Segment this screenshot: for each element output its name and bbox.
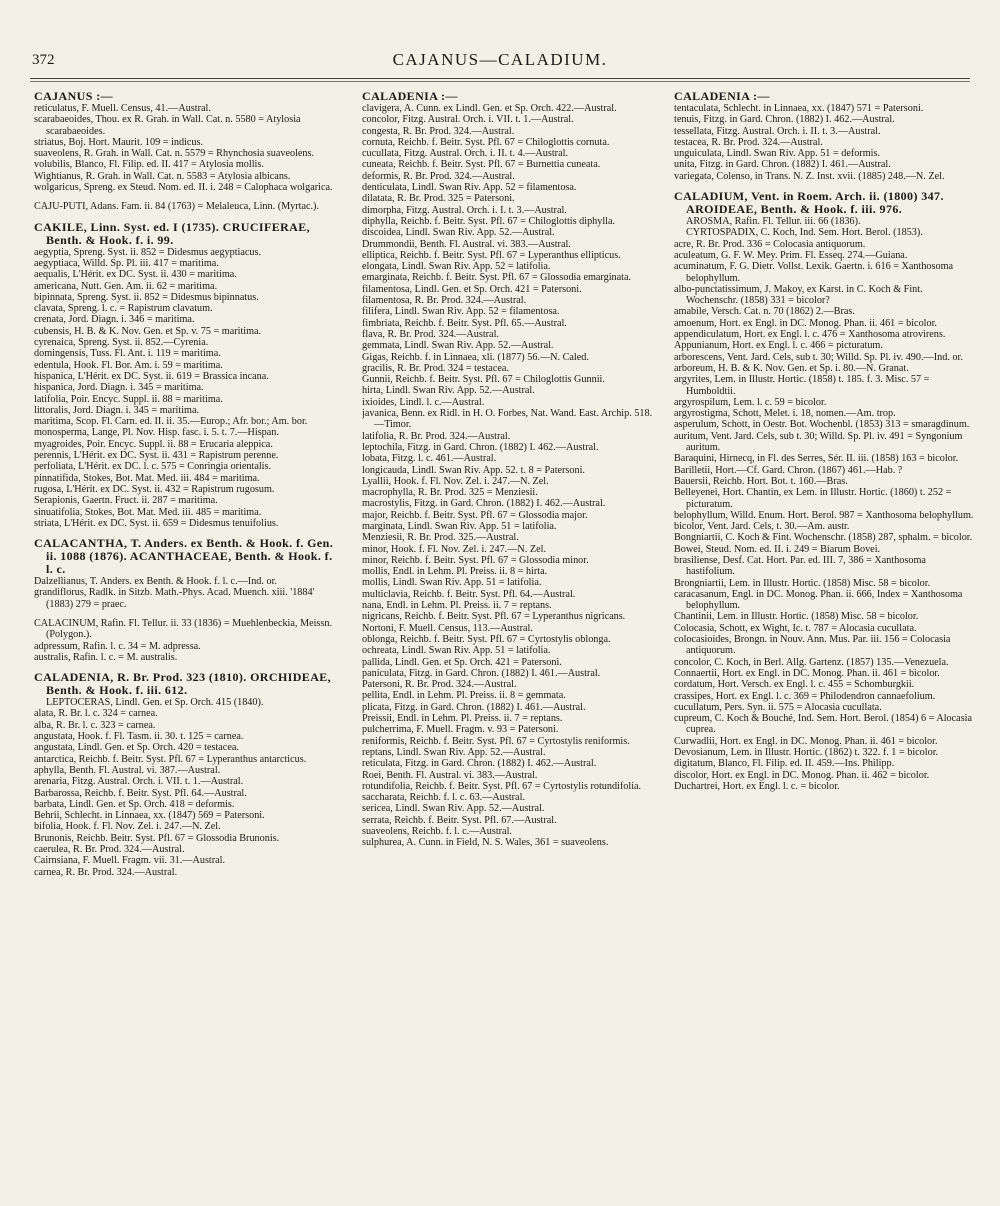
species-entry: variegata, Colenso, in Trans. N. Z. Inst. xvii. (1885) 248.—N. Zel. bbox=[674, 170, 945, 182]
entry-list bbox=[34, 708, 334, 877]
species-entry: asperulum, Schott, in Oestr. Bot. Wochenbl. (1853) 313 = smaragdinum. bbox=[674, 419, 970, 431]
species-entry: digitatum, Blanco, Fl. Filip. ed. II. 459.—Ins. Philipp. bbox=[674, 758, 895, 770]
species-entry: carnea, R. Br. Prod. 324.—Austral. bbox=[34, 866, 178, 878]
species-entry: Colocasia, Schott, ex Wight, Ic. t. 787 = Alocasia cucullata. bbox=[674, 622, 917, 634]
species-entry: tenuis, Fitzg. in Gard. Chron. (1882) I. 462.—Austral. bbox=[674, 114, 895, 126]
species-entry: testacea, R. Br. Prod. 324.—Austral. bbox=[674, 136, 823, 148]
synonym-genus: LEPTOCERAS, Lindl. Gen. et Sp. Orch. 415 (1840). bbox=[46, 697, 264, 709]
species-entry: concolor, C. Koch, in Berl. Allg. Gartenz. (1857) 135.—Venezuela. bbox=[674, 656, 949, 668]
species-entry: reticulatus, F. Muell. Census, 41.—Austral. bbox=[34, 103, 211, 114]
column-2 bbox=[362, 90, 662, 1180]
species-entry: Curwadlii, Hort. ex Engl. in DC. Monog. Phan. ii. 461 = bicolor. bbox=[674, 735, 938, 747]
species-entry: Serapionis, Gaertn. Fruct. ii. 287 = maritima. bbox=[34, 495, 218, 507]
species-entry: Patersoni, R. Br. Prod. 324.—Austral. bbox=[362, 679, 517, 691]
species-entry: crassipes, Hort. ex Engl. l. c. 369 = Philodendron cannaefolium. bbox=[674, 690, 936, 702]
species-entry: cornuta, Reichb. f. Beitr. Syst. Pfl. 67 = Chiloglottis cornuta. bbox=[362, 136, 610, 148]
species-entry: Barilletii, Hort.—Cf. Gard. Chron. (1867) 461.—Hab. ? bbox=[674, 464, 903, 476]
species-entry: mollis, Lindl. Swan Riv. App. 51 = latifolia. bbox=[362, 577, 542, 589]
species-entry: Menziesii, R. Br. Prod. 325.—Austral. bbox=[362, 532, 519, 544]
species-entry: elliptica, Reichb. f. Beitr. Syst. Pfl. 67 = Lyperanthus ellipticus. bbox=[362, 249, 621, 261]
species-entry: striata, L'Hérit. ex DC. Syst. ii. 659 = Didesmus tenuifolius. bbox=[34, 517, 279, 529]
species-entry: Preissii, Endl. in Lehm. Pl. Preiss. ii. 7 = reptans. bbox=[362, 713, 563, 725]
species-entry: littoralis, Jord. Diagn. i. 345 = maritima. bbox=[34, 404, 200, 416]
species-entry: suaveolens, R. Grah. in Wall. Cat. n. 5579 = Rhynchosia suaveolens. bbox=[34, 148, 315, 160]
species-entry: cubensis, H. B. & K. Nov. Gen. et Sp. v. 75 = maritima. bbox=[34, 325, 262, 337]
species-entry: clavata, Spreng. l. c. = Rapistrum clavatum. bbox=[34, 303, 213, 315]
species-entry: reticulata, Fitzg. in Gard. Chron. (1882) I. 462.—Austral. bbox=[362, 758, 597, 770]
species-entry: perfoliata, L'Hérit. ex DC. l. c. 575 = Conringia orientalis. bbox=[34, 461, 272, 473]
species-entry: Behrii, Schlecht. in Linnaea, xx. (1847) 569 = Patersoni. bbox=[34, 810, 265, 822]
genus-heading: CALADENIA :— bbox=[674, 90, 770, 103]
entry-list bbox=[34, 247, 334, 529]
species-entry: hirta, Lindl. Swan Riv. App. 52.—Austral. bbox=[362, 385, 535, 397]
species-entry: longicauda, Lindl. Swan Riv. App. 52. t. 8 = Patersoni. bbox=[362, 464, 585, 476]
species-entry: aculeatum, G. F. W. Mey. Prim. Fl. Esseq. 274.—Guiana. bbox=[674, 249, 908, 261]
species-entry: suaveolens, Reichb. f. l. c.—Austral. bbox=[362, 826, 512, 837]
species-entry: adpressum, Rafin. l. c. 34 = M. adpressa. bbox=[34, 640, 201, 652]
species-entry: Devosianum, Lem. in Illustr. Hortic. (1862) t. 322. f. 1 = bicolor. bbox=[674, 747, 939, 759]
species-entry: Brunonis, Reichb. Beitr. Syst. Pfl. 67 = Glossodia Brunonis. bbox=[34, 832, 280, 844]
species-entry: grandiflorus, Radlk. in Sitzb. Math.-Phys. Acad. Muench. xiii. '1884' (1883) 279 = praec. bbox=[34, 587, 315, 610]
species-entry: nana, Endl. in Lehm. Pl. Preiss. ii. 7 = reptans. bbox=[362, 600, 552, 612]
species-entry: barbata, Lindl. Gen. et Sp. Orch. 418 = deformis. bbox=[34, 798, 235, 810]
column-3 bbox=[674, 90, 974, 1180]
species-entry: acuminatum, F. G. Dietr. Vollst. Lexik. Gaertn. i. 616 = Xanthosoma belophyllum. bbox=[674, 261, 954, 284]
genus-heading: CAKILE, Linn. Syst. ed. I (1735). CRUCIFERAE, Benth. & Hook. f. i. 99. bbox=[34, 219, 311, 247]
species-entry: macrophylla, R. Br. Prod. 325 = Menziesii. bbox=[362, 487, 538, 499]
species-entry: pulcherrima, F. Muell. Fragm. v. 93 = Patersoni. bbox=[362, 724, 559, 736]
species-entry: alata, R. Br. l. c. 324 = carnea. bbox=[34, 708, 158, 720]
species-entry: deformis, R. Br. Prod. 324.—Austral. bbox=[362, 170, 515, 182]
species-entry: acre, R. Br. Prod. 336 = Colocasia antiquorum. bbox=[674, 238, 866, 250]
species-entry: minor, Hook. f. Fl. Nov. Zel. i. 247.—N. Zel. bbox=[362, 543, 546, 555]
species-entry: Gunnii, Reichb. f. Beitr. Syst. Pfl. 67 = Chiloglottis Gunnii. bbox=[362, 374, 605, 386]
species-entry: caracasanum, Engl. in DC. Monog. Phan. ii. 666, Index = Xanthosoma belophyllum. bbox=[674, 588, 963, 612]
species-entry: denticulata, Lindl. Swan Riv. App. 52 = filamentosa. bbox=[362, 182, 577, 194]
species-entry: edentula, Hook. Fl. Bor. Am. i. 59 = maritima. bbox=[34, 359, 223, 371]
species-entry: crenata, Jord. Diagn. i. 346 = maritima. bbox=[34, 314, 195, 326]
species-entry: belophyllum, Willd. Enum. Hort. Berol. 987 = Xanthosoma belophyllum. bbox=[674, 509, 974, 521]
species-entry: argyrostigma, Schott, Melet. i. 18, nomen.—Am. trop. bbox=[674, 408, 896, 420]
synonym-genus: AROSMA, Rafin. Fl. Tellur. iii. 66 (1836). bbox=[686, 216, 861, 228]
species-entry: unita, Fitzg. in Gard. Chron. (1882) I. 461.—Austral. bbox=[674, 159, 891, 171]
species-entry: amabile, Versch. Cat. n. 70 (1862) 2.—Bras. bbox=[674, 306, 855, 318]
species-entry: latifolia, R. Br. Prod. 324.—Austral. bbox=[362, 430, 511, 442]
species-entry: flava, R. Br. Prod. 324.—Austral. bbox=[362, 328, 499, 340]
species-entry: caerulea, R. Br. Prod. 324.—Austral. bbox=[34, 844, 185, 856]
species-entry: gemmata, Lindl. Swan Riv. App. 52.—Austral. bbox=[362, 340, 554, 352]
header-rule bbox=[30, 78, 970, 79]
running-head: CAJANUS—CALADIUM. bbox=[392, 50, 608, 69]
page-number: 372 bbox=[32, 52, 55, 68]
species-entry: striatus, Boj. Hort. Maurit. 109 = indicus. bbox=[34, 136, 204, 148]
species-entry: Drummondii, Benth. Fl. Austral. vi. 383.—Austral. bbox=[362, 238, 571, 250]
species-entry: Bauersii, Reichb. Hort. Bot. t. 160.—Bras. bbox=[674, 475, 848, 487]
species-entry: Bowei, Steud. Nom. ed. II. i. 249 = Biarum Bovei. bbox=[674, 543, 881, 555]
species-entry: sinuatifolia, Stokes, Bot. Mat. Med. iii. 485 = maritima. bbox=[34, 506, 262, 518]
species-entry: arboreum, H. B. & K. Nov. Gen. et Sp. i. 80.—N. Granat. bbox=[674, 362, 909, 374]
species-entry: elongata, Lindl. Swan Riv. App. 52 = latifolia. bbox=[362, 261, 551, 273]
species-entry: multiclavia, Reichb. f. Beitr. Syst. Pfl. 64.—Austral. bbox=[362, 588, 576, 600]
species-entry: aegyptia, Spreng. Syst. ii. 852 = Didesmus aegyptiacus. bbox=[34, 246, 262, 258]
column-1 bbox=[34, 90, 334, 1180]
species-entry: Lyallii, Hook. f. Fl. Nov. Zel. i. 247.—N. Zel. bbox=[362, 475, 549, 487]
species-entry: tentaculata, Schlecht. in Linnaea, xx. (1847) 571 = Patersoni. bbox=[674, 103, 924, 114]
species-entry: angustata, Lindl. Gen. et Sp. Orch. 420 = testacea. bbox=[34, 742, 239, 754]
species-entry: Appunianum, Hort. ex Engl. l. c. 466 = picturatum. bbox=[674, 340, 883, 352]
species-entry: pinnatifida, Stokes, Bot. Mat. Med. iii. 484 = maritima. bbox=[34, 472, 260, 484]
species-entry: ochreata, Lindl. Swan Riv. App. 51 = latifolia. bbox=[362, 645, 551, 657]
species-entry: scarabaeoides, Thou. ex R. Grah. in Wall. Cat. n. 5580 = Atylosia scarabaeoides. bbox=[34, 114, 301, 137]
species-entry: albo-punctatissimum, J. Makoy, ex Karst. in C. Koch & Fint. Wochenschr. (1858) 331 = bicolor? bbox=[674, 283, 923, 307]
species-entry: Duchartrei, Hort. ex Engl. l. c. = bicolor. bbox=[674, 780, 840, 792]
species-entry: appendiculatum, Hort. ex Engl. l. c. 476 = Xanthosoma atrovirens. bbox=[674, 329, 946, 341]
species-entry: antarctica, Reichb. f. Beitr. Syst. Pfl. 67 = Lyperanthus antarcticus. bbox=[34, 753, 307, 765]
species-entry: nigricans, Reichb. f. Beitr. Syst. Pfl. 67 = Lyperanthus nigricans. bbox=[362, 611, 626, 623]
species-entry: fimbriata, Reichb. f. Beitr. Syst. Pfl. 65.—Austral. bbox=[362, 317, 567, 329]
species-entry: discolor, Hort. ex Engl. in DC. Monog. Phan. ii. 462 = bicolor. bbox=[674, 769, 930, 781]
species-entry: Bongniartii, C. Koch & Fint. Wochenschr. (1858) 287, sphalm. = bicolor. bbox=[674, 532, 973, 544]
species-entry: leptochila, Fitzg. in Gard. Chron. (1882) I. 462.—Austral. bbox=[362, 441, 599, 453]
species-entry: pallida, Lindl. Gen. et Sp. Orch. 421 = Patersoni. bbox=[362, 656, 562, 668]
genus-heading: CALACANTHA, T. Anders. ex Benth. & Hook. f. Gen. ii. 1088 (1876). ACANTHACEAE, Benth. & Hook. f. l. c. bbox=[34, 536, 334, 577]
species-entry: Belleyenei, Hort. Chantin, ex Lem. in Illustr. Hortic. (1860) t. 252 = picturatum. bbox=[674, 487, 952, 510]
species-entry: emarginata, Reichb. f. Beitr. Syst. Pfl. 67 = Glossodia emarginata. bbox=[362, 272, 632, 284]
species-entry: rotundifolia, Reichb. f. Beitr. Syst. Pfl. 67 = Cyrtostylis rotundifolia. bbox=[362, 780, 642, 792]
species-entry: Nortoni, F. Muell. Census, 113.—Austral. bbox=[362, 622, 533, 634]
species-entry: paniculata, Fitzg. in Gard. Chron. (1882) I. 461.—Austral. bbox=[362, 667, 601, 679]
species-entry: filamentosa, R. Br. Prod. 324.—Austral. bbox=[362, 295, 527, 307]
header-rule-2 bbox=[30, 81, 970, 82]
species-entry: macrostylis, Fitzg. in Gard. Chron. (1882) I. 462.—Austral. bbox=[362, 498, 606, 510]
species-entry: Chantinii, Lem. in Illustr. Hortic. (1858) Misc. 58 = bicolor. bbox=[674, 611, 919, 623]
species-entry: bipinnata, Spreng. Syst. ii. 852 = Didesmus bipinnatus. bbox=[34, 291, 259, 303]
species-entry: congesta, R. Br. Prod. 324.—Austral. bbox=[362, 125, 515, 137]
species-entry: reptans, Lindl. Swan Riv. App. 52.—Austral. bbox=[362, 746, 546, 758]
species-entry: major, Reichb. f. Beitr. Syst. Pfl. 67 = Glossodia major. bbox=[362, 509, 588, 521]
species-entry: sericea, Lindl. Swan Riv. App. 52.—Austral. bbox=[362, 803, 545, 815]
species-entry: serrata, Reichb. f. Beitr. Syst. Pfl. 67.—Austral. bbox=[362, 814, 557, 826]
species-entry: mollis, Endl. in Lehm. Pl. Preiss. ii. 8 = hirta. bbox=[362, 566, 548, 578]
species-entry: Brongniartii, Lem. in Illustr. Hortic. (1858) Misc. 58 = bicolor. bbox=[674, 577, 931, 589]
species-entry: monosperma, Lange, Pl. Nov. Hisp. fasc. i. 5. t. 7.—Hispan. bbox=[34, 427, 279, 439]
species-entry: maritima, Scop. Fl. Carn. ed. II. ii. 35.—Europ.; Afr. bor.; Am. bor. bbox=[34, 416, 308, 428]
genus-heading: CAJANUS :— bbox=[34, 90, 113, 103]
species-entry: ixioides, Lindl. l. c.—Austral. bbox=[362, 396, 485, 408]
species-entry: sulphurea, A. Cunn. in Field, N. S. Wales, 361 = suaveolens. bbox=[362, 837, 609, 849]
species-entry: oblonga, Reichb. f. Beitr. Syst. Pfl. 67 = Cyrtostylis oblonga. bbox=[362, 633, 611, 645]
species-entry: argyrospilum, Lem. l. c. 59 = bicolor. bbox=[674, 396, 827, 408]
species-entry: javanica, Benn. ex Ridl. in H. O. Forbes, Nat. Wand. East. Archip. 518.—Timor. bbox=[362, 408, 653, 431]
species-entry: cucullata, Fitzg. Austral. Orch. i. II. t. 4.—Austral. bbox=[362, 148, 568, 160]
species-entry: cupreum, C. Koch & Bouché, Ind. Sem. Hort. Berol. (1854) 6 = Alocasia cuprea. bbox=[674, 713, 973, 736]
species-entry: brasiliense, Desf. Cat. Hort. Par. ed. III. 7, 386 = Xanthosoma hastifolium. bbox=[674, 554, 926, 578]
species-entry: aphylla, Benth. Fl. Austral. vi. 387.—Austral. bbox=[34, 764, 221, 776]
species-entry: hispanica, L'Hérit. ex DC. Syst. ii. 619 = Brassica incana. bbox=[34, 370, 269, 382]
species-entry: Barbarossa, Reichb. f. Beitr. Syst. Pfl. 64.—Austral. bbox=[34, 787, 247, 799]
species-entry: discoidea, Lindl. Swan Riv. App. 52.—Austral. bbox=[362, 227, 555, 239]
species-entry: dimorpha, Fitzg. Austral. Orch. i. I. t. 3.—Austral. bbox=[362, 204, 567, 216]
entry-list bbox=[674, 103, 974, 182]
genus-heading: CALADENIA, R. Br. Prod. 323 (1810). ORCHIDEAE, Benth. & Hook. f. iii. 612. bbox=[34, 670, 332, 698]
species-entry: bifolia, Hook. f. Fl. Nov. Zel. i. 247.—N. Zel. bbox=[34, 821, 221, 833]
entry-list bbox=[34, 576, 334, 610]
species-entry: Dalzellianus, T. Anders. ex Benth. & Hook. f. l. c.—Ind. or. bbox=[34, 576, 277, 588]
species-entry: domingensis, Tuss. Fl. Ant. i. 119 = maritima. bbox=[34, 348, 221, 360]
species-entry: cucullatum, Pers. Syn. ii. 575 = Alocasia cucullata. bbox=[674, 701, 882, 713]
species-entry: aegyptiaca, Willd. Sp. Pl. iii. 417 = maritima. bbox=[34, 257, 219, 269]
entry-list bbox=[674, 239, 974, 793]
species-entry: rugosa, L'Hérit. ex DC. Syst. ii. 432 = Rapistrum rugosum. bbox=[34, 483, 275, 495]
species-entry: arenaria, Fitzg. Austral. Orch. i. VII. t. 1.—Austral. bbox=[34, 776, 244, 788]
species-entry: auritum, Vent. Jard. Cels, sub t. 30; Willd. Sp. Pl. iv. 491 = Syngonium auritum. bbox=[674, 430, 963, 454]
genus-entry: CAJU-PUTI, Adans. Fam. ii. 84 (1763) = Melaleuca, Linn. (Myrtac.). bbox=[34, 201, 320, 213]
species-entry: reniformis, Reichb. f. Beitr. Syst. Pfl. 67 = Cyrtostylis reniformis. bbox=[362, 735, 630, 747]
species-entry: wolgaricus, Spreng. ex Steud. Nom. ed. II. i. 248 = Calophaca wolgarica. bbox=[34, 182, 333, 194]
species-entry: cuneata, Reichb. f. Beitr. Syst. Pfl. 67 = Burnettia cuneata. bbox=[362, 159, 601, 171]
species-entry: gracilis, R. Br. Prod. 324 = testacea. bbox=[362, 362, 509, 374]
species-entry: lobata, Fitzg. l. c. 461.—Austral. bbox=[362, 453, 497, 465]
species-entry: hispanica, Jord. Diagn. i. 345 = maritima. bbox=[34, 382, 204, 394]
species-entry: dilatata, R. Br. Prod. 325 = Patersoni. bbox=[362, 193, 515, 205]
species-entry: argyrites, Lem. in Illustr. Hortic. (1858) t. 185. f. 3. Misc. 57 = Humboldtii. bbox=[674, 374, 930, 397]
species-entry: diphylla, Reichb. f. Beitr. Syst. Pfl. 67 = Chiloglottis diphylla. bbox=[362, 215, 616, 227]
species-entry: Baraquini, Hirnecq, in Fl. des Serres, Sér. II. iii. (1858) 163 = bicolor. bbox=[674, 453, 959, 465]
species-entry: latifolia, Poir. Encyc. Suppl. ii. 88 = maritima. bbox=[34, 393, 223, 405]
species-entry: volubilis, Blanco, Fl. Filip. ed. II. 417 = Atylosia mollis. bbox=[34, 159, 264, 171]
species-entry: amoenum, Hort. ex Engl. in DC. Monog. Phan. ii. 461 = bicolor. bbox=[674, 317, 937, 329]
species-entry: bicolor, Vent. Jard. Cels, t. 30.—Am. austr. bbox=[674, 521, 850, 533]
species-entry: myagroides, Poir. Encyc. Suppl. ii. 88 = Erucaria aleppica. bbox=[34, 438, 273, 450]
species-entry: concolor, Fitzg. Austral. Orch. i. VII. t. 1.—Austral. bbox=[362, 114, 574, 126]
species-entry: alba, R. Br. l. c. 323 = carnea. bbox=[34, 719, 156, 731]
species-entry: cordatum, Hort. Versch. ex Engl. l. c. 455 = Schomburgkii. bbox=[674, 679, 915, 691]
species-entry: angustata, Hook. f. Fl. Tasm. ii. 30. t. 125 = carnea. bbox=[34, 731, 244, 743]
species-entry: australis, Rafin. l. c. = M. australis. bbox=[34, 651, 178, 663]
species-entry: saccharata, Reichb. f. l. c. 63.—Austral. bbox=[362, 792, 525, 804]
entry-list bbox=[362, 103, 662, 849]
synonym-genus: CYRTOSPADIX, C. Koch, Ind. Sem. Hort. Berol. (1853). bbox=[686, 227, 923, 239]
species-entry: clavigera, A. Cunn. ex Lindl. Gen. et Sp. Orch. 422.—Austral. bbox=[362, 103, 617, 114]
species-entry: aequalis, L'Hérit. ex DC. Syst. ii. 430 = maritima. bbox=[34, 269, 237, 281]
species-entry: cyrenaica, Spreng. Syst. ii. 852.—Cyrenia. bbox=[34, 337, 209, 349]
species-entry: perennis, L'Hérit. ex DC. Syst. ii. 431 = Rapistrum perenne. bbox=[34, 450, 279, 462]
species-entry: filamentosa, Lindl. Gen. et Sp. Orch. 421 = Patersoni. bbox=[362, 283, 582, 295]
entry-list bbox=[34, 103, 334, 193]
species-entry: Cairnsiana, F. Muell. Fragm. vii. 31.—Austral. bbox=[34, 855, 226, 867]
species-entry: arborescens, Vent. Jard. Cels, sub t. 30; Willd. Sp. Pl. iv. 490.—Ind. or. bbox=[674, 351, 963, 363]
species-entry: plicata, Fitzg. in Gard. Chron. (1882) I. 461.—Austral. bbox=[362, 701, 586, 713]
species-entry: marginata, Lindl. Swan Riv. App. 51 = latifolia. bbox=[362, 520, 557, 532]
species-entry: americana, Nutt. Gen. Am. ii. 62 = maritima. bbox=[34, 280, 218, 292]
species-entry: pellita, Endl. in Lehm. Pl. Preiss. ii. 8 = gemmata. bbox=[362, 690, 566, 702]
genus-heading: CALADIUM, Vent. in Roem. Arch. ii. (1800) 347. AROIDEAE, Benth. & Hook. f. iii. 976. bbox=[674, 189, 944, 217]
species-entry: Connaertii, Hort. ex Engl. in DC. Monog. Phan. ii. 461 = bicolor. bbox=[674, 667, 940, 679]
entry-list bbox=[34, 641, 334, 664]
species-entry: minor, Reichb. f. Beitr. Syst. Pfl. 67 = Glossodia minor. bbox=[362, 554, 589, 566]
species-entry: Gigas, Reichb. f. in Linnaea, xli. (1877) 56.—N. Caled. bbox=[362, 351, 589, 363]
species-entry: filifera, Lindl. Swan Riv. App. 52 = filamentosa. bbox=[362, 306, 560, 318]
species-entry: colocasioides, Brongn. in Nouv. Ann. Mus. Par. iii. 156 = Colocasia antiquorum. bbox=[674, 634, 951, 657]
genus-entry: CALACINUM, Rafin. Fl. Tellur. ii. 33 (1836) = Muehlenbeckia, Meissn. (Polygon.). bbox=[34, 617, 332, 641]
species-entry: tessellata, Fitzg. Austral. Orch. i. II. t. 3.—Austral. bbox=[674, 125, 881, 137]
species-entry: Wightianus, R. Grah. in Wall. Cat. n. 5583 = Atylosia albicans. bbox=[34, 170, 291, 182]
species-entry: unguiculata, Lindl. Swan Riv. App. 51 = deformis. bbox=[674, 148, 880, 160]
species-entry: Roei, Benth. Fl. Austral. vi. 383.—Austral. bbox=[362, 769, 538, 781]
genus-heading: CALADENIA :— bbox=[362, 90, 458, 103]
